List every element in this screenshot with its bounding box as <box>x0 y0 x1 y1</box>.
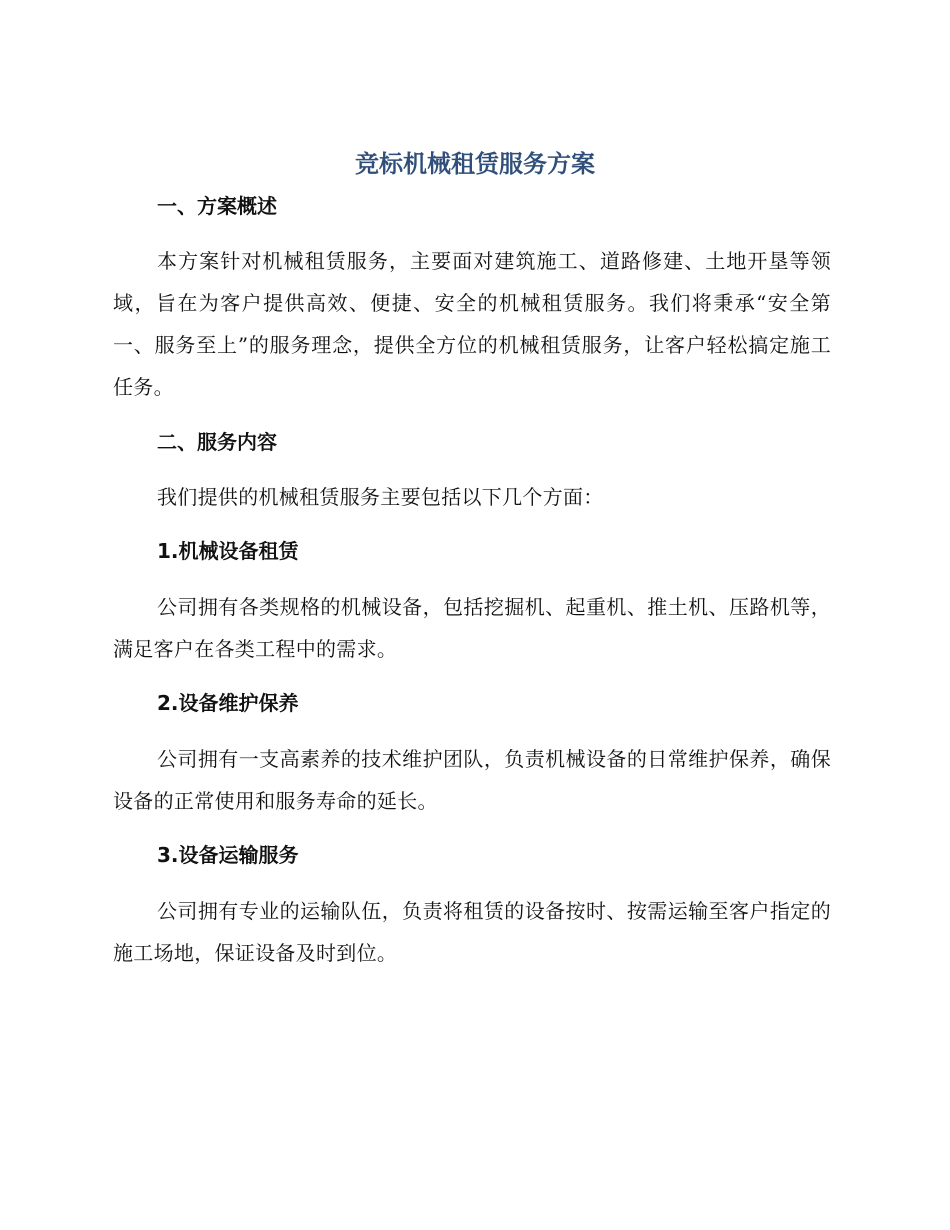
equipment-rental-paragraph: 公司拥有各类规格的机械设备，包括挖掘机、起重机、推土机、压路机等，满足客户在各类工程中的需求。 <box>113 595 831 661</box>
equipment-transport-paragraph: 公司拥有专业的运输队伍，负责将租赁的设备按时、按需运输至客户指定的施工场地，保证设备及时到位。 <box>113 899 831 965</box>
section-heading-overview: 一、方案概述 <box>157 194 277 218</box>
subheading-equipment-maintenance: 2.设备维护保养 <box>157 691 299 715</box>
services-intro-paragraph: 我们提供的机械租赁服务主要包括以下几个方面： <box>157 485 604 509</box>
section-heading-services: 二、服务内容 <box>157 430 277 454</box>
equipment-maintenance-paragraph: 公司拥有一支高素养的技术维护团队，负责机械设备的日常维护保养，确保设备的正常使用和服务寿命的延长。 <box>113 747 831 813</box>
overview-paragraph: 本方案针对机械租赁服务，主要面对建筑施工、道路修建、土地开垦等领域，旨在为客户提供高效、便捷、安全的机械租赁服务。我们将秉承“安全第一、服务至上”的服务理念，提供全方位的机械租赁服务，让客户轻松搞定施工任务。 <box>113 249 831 399</box>
subheading-equipment-transport: 3.设备运输服务 <box>157 843 299 867</box>
document-title: 竞标机械租赁服务方案 <box>355 150 595 178</box>
subheading-equipment-rental: 1.机械设备租赁 <box>157 539 299 563</box>
